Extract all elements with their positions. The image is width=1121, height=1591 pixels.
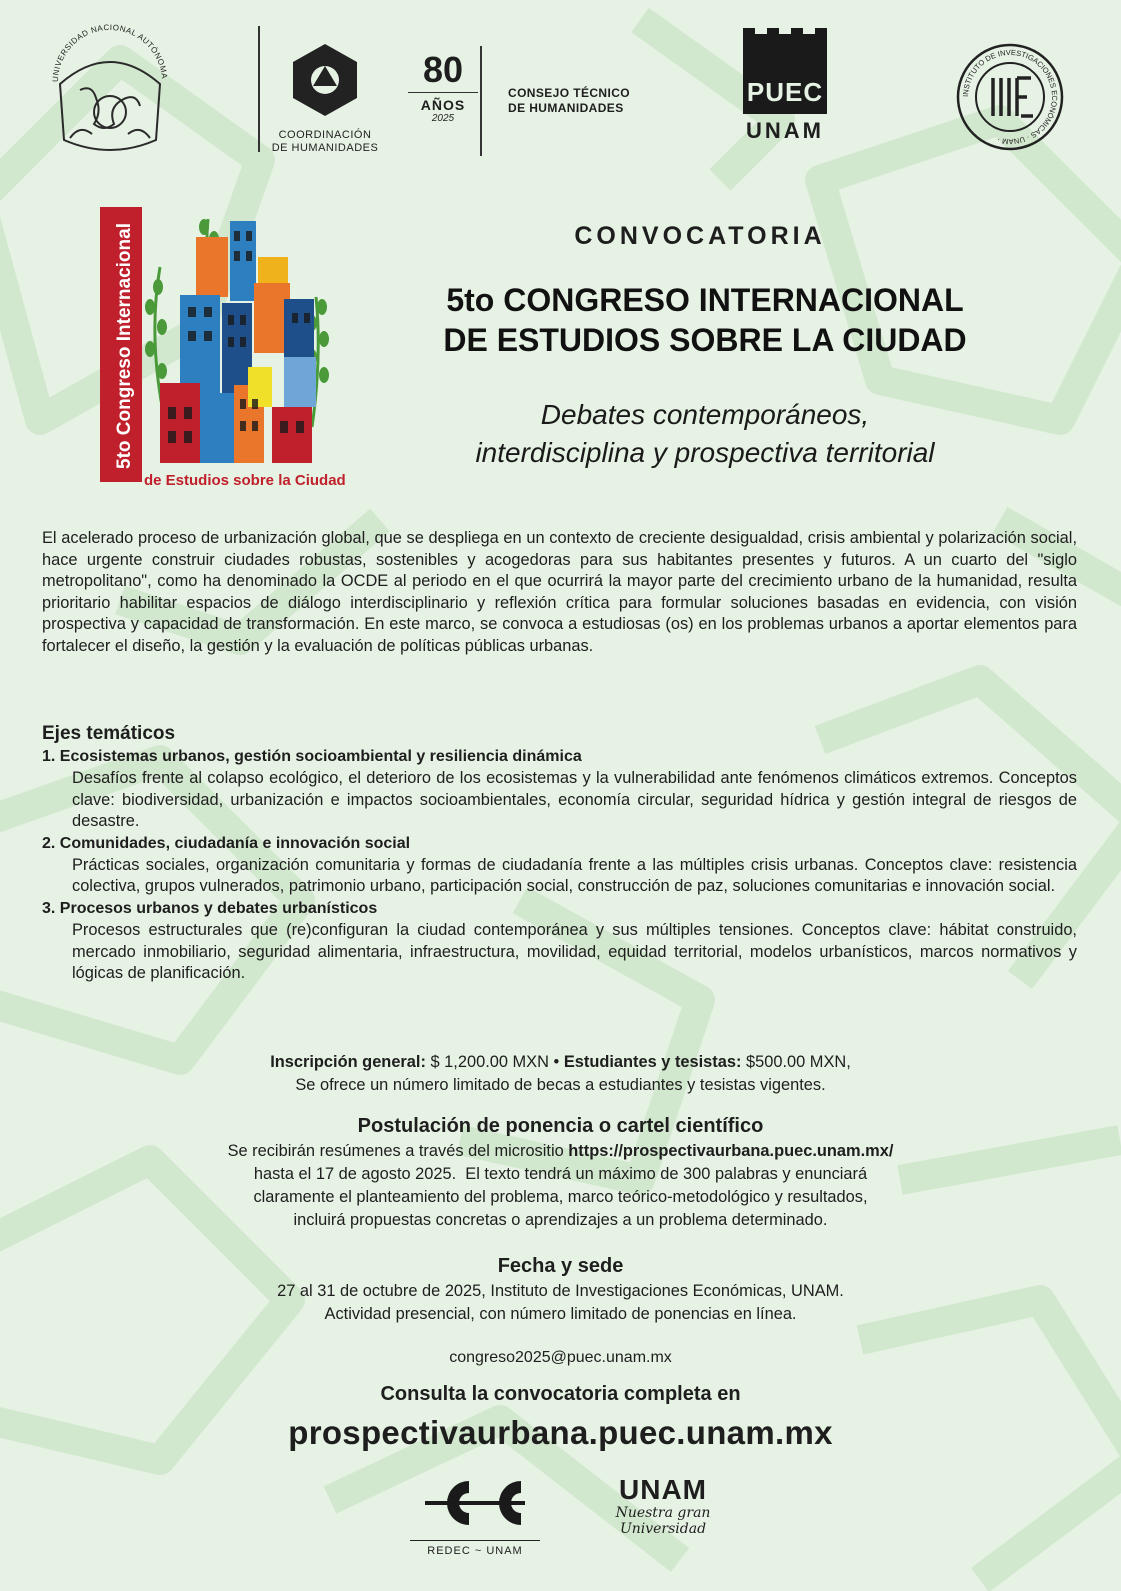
coordinacion-emblem-icon — [285, 40, 365, 120]
congress-subtitle — [380, 396, 1030, 472]
unam-wordmark: UNAM — [619, 1474, 707, 1505]
consulta-label: Consulta la convocatoria completa en — [380, 1383, 741, 1405]
unam-seal-logo — [40, 20, 180, 160]
puec-text: PUEC — [746, 77, 824, 107]
consejo-line1: CONSEJO TÉCNICO — [508, 86, 631, 100]
fee-general-value: $ 1,200.00 MXN • — [425, 1053, 564, 1071]
city-buildings-illustration — [100, 207, 360, 492]
postulacion-heading: Postulación de ponencia o cartel científico — [357, 1115, 764, 1137]
separator — [480, 46, 482, 156]
intro-paragraph: El acelerado proceso de urbanización global, que se despliega en un contexto de creciente desigualdad, crisis ambiental y polarización social, hace urgente construir ciudades robustas, sostenibles y acogedoras para sus habitantes presentes y futuros. A un cuarto del "siglo metropolitano", como ha denominado la OCDE al periodo en el que ocurrirá la mayor parte del crecimiento urbano de la humanidad, resulta prioritario habilitar espacios de diálogo interdisciplinario y reflexión crítica para formular soluciones basadas en evidencia, con visión prospectiva y capacidad de transformación. En este marco, se convoca a estudiosas (os) en los problemas urbanos a aportar elementos para fortalecer el diseño, la gestión y la evaluación de políticas públicas urbanas. — [42, 529, 1077, 655]
redec-emblem-icon — [415, 1475, 535, 1531]
anniversary-year: 2025 — [431, 113, 455, 124]
iiec-seal-logo — [955, 42, 1065, 152]
puec-unam-text: UNAM — [746, 118, 824, 143]
postulacion-line3: claramente el planteamiento del problema, marco teórico-metodológico y resultados, — [253, 1188, 868, 1206]
header-logos — [40, 20, 1085, 165]
consejo-tecnico-logo — [508, 86, 630, 116]
title-line1: 5to CONGRESO INTERNACIONAL — [446, 282, 964, 318]
fee-students-label: Estudiantes y tesistas: — [563, 1053, 742, 1071]
anniversary-word: AÑOS — [408, 92, 478, 113]
fecha-line1: 27 al 31 de octubre de 2025, Instituto de Investigaciones Económicas, UNAM. — [277, 1282, 844, 1300]
fecha-sede-section — [100, 1252, 1021, 1326]
congress-bottom-text: de Estudios sobre la Ciudad — [144, 472, 346, 489]
coordinacion-line2: DE HUMANIDADES — [271, 142, 379, 154]
fee-general-label: Inscripción general: — [270, 1053, 426, 1071]
unam-nuestra-gran-universidad-logo — [598, 1475, 728, 1537]
fecha-line2: Actividad presencial, con número limitado de ponencias en línea. — [324, 1305, 797, 1323]
fee-students-value: $500.00 MXN, — [741, 1053, 851, 1071]
unam-tagline-1: Nuestra gran — [615, 1505, 711, 1521]
title-line2: DE ESTUDIOS SOBRE LA CIUDAD — [443, 322, 967, 358]
eje-title: 3. Procesos urbanos y debates urbanísticos — [42, 899, 378, 917]
redec-logo — [405, 1475, 545, 1557]
postulacion-line2: hasta el 17 de agosto 2025. El texto tendrá un máximo de 300 palabras y enunciará — [253, 1165, 868, 1183]
svg-text:INSTITUTO DE INVESTIGACIONES E: INSTITUTO DE INVESTIGACIONES ECONÓMICAS · UNAM · — [960, 47, 1060, 147]
eje-description: Desafíos frente al colapso ecológico, el deterioro de los ecosistemas y la vulnerabilidad ante fenómenos climáticos extremos. Conceptos clave: biodiversidad, urbanización e impactos socioambientales, economía circular, seguridad hídrica y gestión integral de riesgos de desastre. — [72, 769, 1077, 831]
unam-tagline-2: Universidad — [619, 1521, 707, 1537]
website-link[interactable]: prospectivaurbana.puec.unam.mx — [288, 1414, 833, 1451]
eje-title: 1. Ecosistemas urbanos, gestión socioambiental y resiliencia dinámica — [42, 748, 582, 765]
puec-unam-logo — [740, 40, 830, 144]
coordinacion-humanidades-logo — [260, 40, 390, 155]
fecha-heading: Fecha y sede — [497, 1255, 624, 1277]
microsite-link[interactable]: https://prospectivaurbana.puec.unam.mx/ — [568, 1142, 894, 1160]
redec-text: REDEC ~ UNAM — [427, 1545, 523, 1557]
eje-description: Prácticas sociales, organización comunitaria y formas de ciudadanía frente a las múltiples crisis urbanas. Conceptos clave: resistencia colectiva, grupos vulnerados, patrimonio urbano, participación social, construcción de paz, soluciones comunitarias e innovación social. — [72, 855, 1077, 896]
80-anos-logo — [408, 50, 478, 124]
postulacion-line1: Se recibirán resúmenes a través del micrositio — [227, 1142, 569, 1160]
eje-description: Procesos estructurales que (re)configuran la ciudad contemporánea y sus múltiples tensiones. Conceptos clave: hábitat construido, mercado inmobiliario, seguridad alimentaria, infraestructura, movilidad, equidad territorial, modelos urbanísticos, marcos normativos y lógicas de planificación. — [72, 920, 1077, 983]
postulacion-line4: incluirá propuestas concretas o aprendizajes a un problema determinado. — [293, 1211, 828, 1229]
svg-text:UNIVERSIDAD NACIONAL AUTÓNOMA: UNIVERSIDAD NACIONAL AUTÓNOMA — [50, 22, 169, 83]
contact-email[interactable]: congreso2025@puec.unam.mx — [449, 1349, 672, 1366]
fees-section — [100, 1051, 1021, 1097]
anniversary-number: 80 — [422, 49, 464, 90]
congress-logo — [100, 207, 360, 492]
ejes-heading: Ejes temáticos — [42, 723, 176, 744]
becas-note: Se ofrece un número limitado de becas a estudiantes y tesistas vigentes. — [295, 1076, 826, 1094]
convocatoria-label: CONVOCATORIA — [574, 222, 826, 250]
postulacion-section — [100, 1112, 1021, 1232]
coordinacion-line1: COORDINACIÓN — [278, 129, 372, 141]
puec-tower-icon — [743, 40, 827, 114]
consejo-line2: DE HUMANIDADES — [508, 101, 624, 115]
footer-logos — [0, 1475, 1121, 1575]
congress-vertical-text: 5to Congreso Internacional — [114, 223, 135, 469]
eje-title: 2. Comunidades, ciudadanía e innovación social — [42, 834, 411, 852]
subtitle-line1: Debates contemporáneos, — [540, 399, 870, 430]
congress-title — [380, 280, 1030, 360]
subtitle-line2: interdisciplina y prospectiva territorial — [475, 437, 935, 468]
ejes-tematicos-section — [42, 722, 1077, 985]
